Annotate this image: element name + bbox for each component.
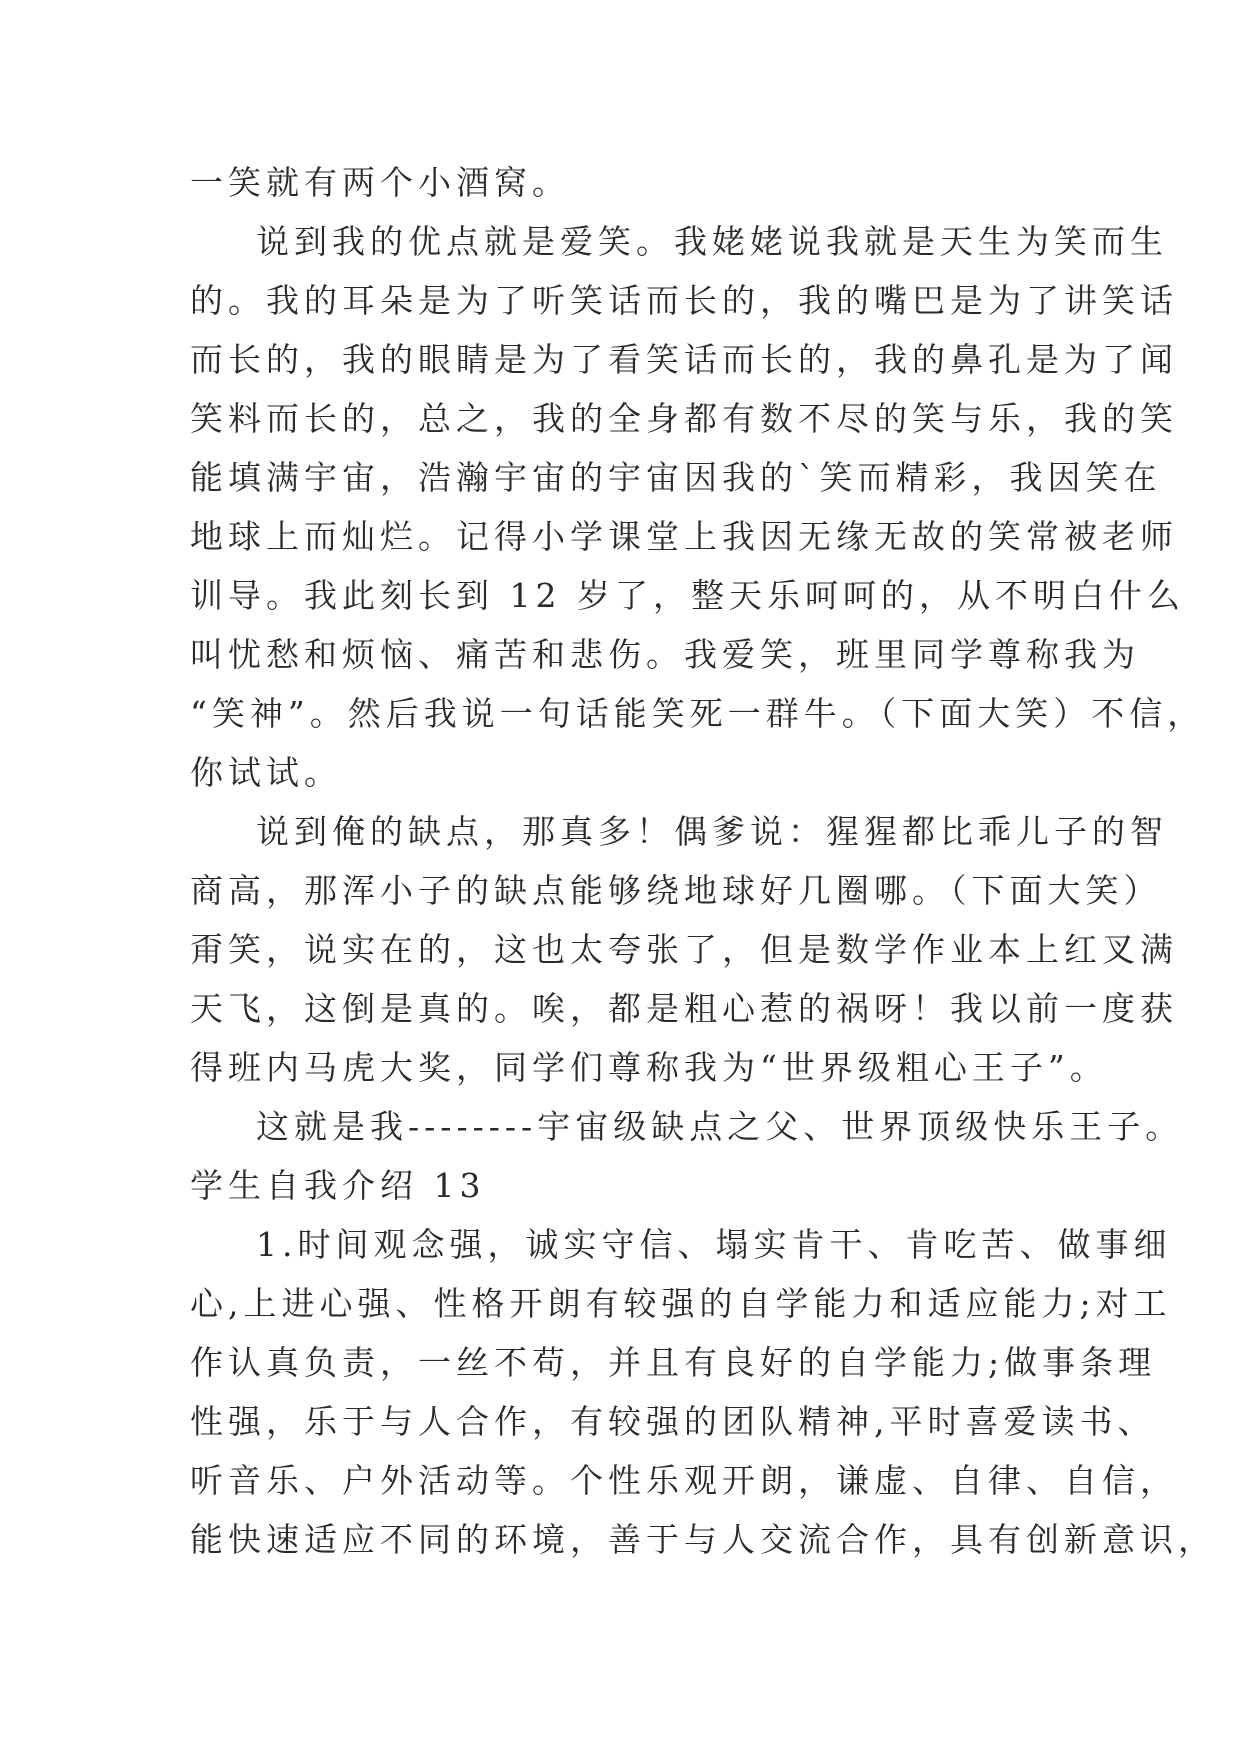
text-line: 得班内马虎大奖，同学们尊称我为“世界级粗心王子”。 (190, 1048, 1108, 1087)
text-line: 训导。我此刻长到 12 岁了，整天乐呵呵的，从不明白什么 (190, 576, 1185, 615)
text-line: 性强，乐于与人合作，有较强的团队精神,平时喜爱读书、 (190, 1402, 1156, 1441)
text-line: 能填满宇宙，浩瀚宇宙的宇宙因我的`笑而精彩，我因笑在 (190, 458, 1162, 497)
text-line: 一笑就有两个小酒窝。 (190, 163, 570, 202)
paragraph-start-line: 说到俺的缺点，那真多！偶爹说：猩猩都比乖儿子的智 (256, 812, 1168, 851)
paragraph-start-line: 说到我的优点就是爱笑。我姥姥说我就是天生为笑而生 (256, 222, 1168, 261)
text-line: 而长的，我的眼睛是为了看笑话而长的，我的鼻孔是为了闻 (190, 340, 1178, 379)
text-line: 的。我的耳朵是为了听笑话而长的，我的嘴巴是为了讲笑话 (190, 281, 1178, 320)
text-line: 笑料而长的，总之，我的全身都有数不尽的笑与乐，我的笑 (190, 399, 1178, 438)
text-line: 商高，那浑小子的缺点能够绕地球好几圈哪。（下面大笑） (190, 871, 1162, 910)
text-line: 天飞，这倒是真的。唉，都是粗心惹的祸呀！我以前一度获 (190, 989, 1178, 1028)
section-heading: 学生自我介绍 13 (190, 1166, 486, 1205)
text-line: 叫忧愁和烦恼、痛苦和悲伤。我爱笑，班里同学尊称我为 (190, 635, 1140, 674)
paragraph-start-line: 这就是我--------宇宙级缺点之父、世界顶级快乐王子。 (256, 1107, 1184, 1146)
text-line: “笑神”。然后我说一句话能笑死一群牛。（下面大笑）不信， (190, 694, 1206, 733)
text-line: 作认真负责，一丝不苟，并且有良好的自学能力;做事条理 (190, 1343, 1157, 1382)
text-line: 你试试。 (190, 753, 342, 792)
paragraph-start-line: 1.时间观念强，诚实守信、塌实肯干、肯吃苦、做事细 (256, 1225, 1172, 1264)
text-line: 地球上而灿烂。记得小学课堂上我因无缘无故的笑常被老师 (190, 517, 1178, 556)
text-line: 心,上进心强、性格开朗有较强的自学能力和适应能力;对工 (190, 1284, 1172, 1323)
text-line: 甭笑，说实在的，这也太夸张了，但是数学作业本上红叉满 (190, 930, 1178, 969)
text-line: 听音乐、户外活动等。个性乐观开朗，谦虚、自律、自信， (190, 1461, 1178, 1500)
text-line: 能快速适应不同的环境，善于与人交流合作，具有创新意识， (190, 1520, 1216, 1559)
